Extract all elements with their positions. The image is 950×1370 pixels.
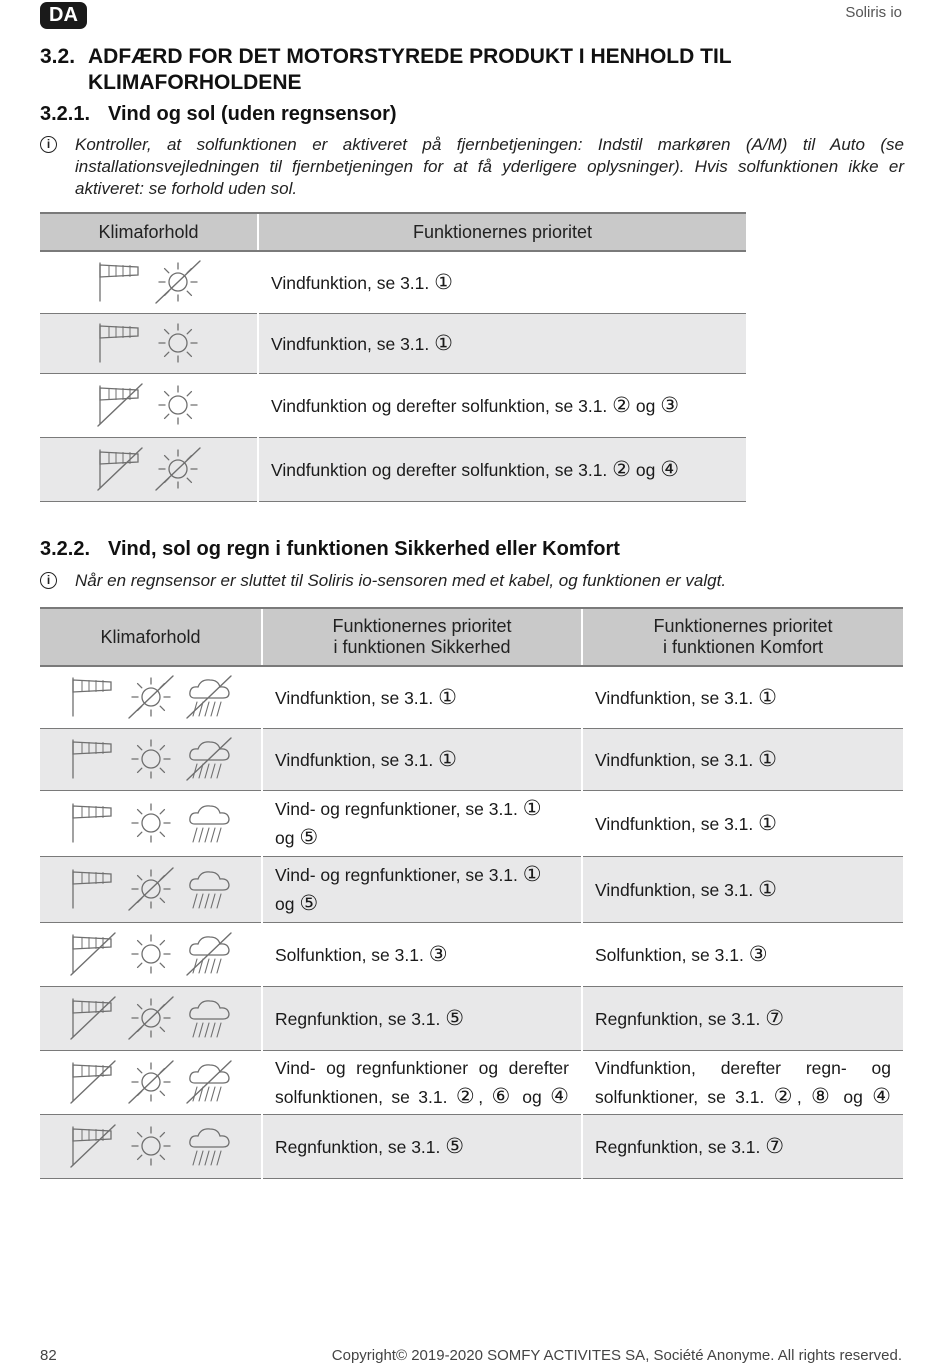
- table2-header-safety-line1: Funktionernes prioritet: [332, 616, 512, 636]
- wind-sock-crossed-icon: [69, 995, 117, 1041]
- table-row: [40, 373, 746, 437]
- sun-crossed-icon: [127, 1059, 175, 1105]
- sun-icon: [127, 736, 175, 782]
- climate-condition-cell: [40, 666, 262, 728]
- climate-icons: [40, 320, 257, 366]
- table1-header-priority: Funktionernes prioritet: [258, 213, 746, 251]
- table-row: [40, 666, 903, 728]
- wind-sock-crossed-icon: [96, 446, 144, 492]
- table-row: [40, 922, 903, 986]
- climate-icons: [40, 995, 261, 1041]
- table2-header-comfort-line2: i funktionen Komfort: [662, 637, 824, 657]
- sun-crossed-icon: [127, 995, 175, 1041]
- comfort-priority-cell: Regnfunktion, se 3.1. ⑦: [582, 986, 903, 1050]
- circled-number: ④: [550, 1083, 569, 1108]
- climate-condition-cell: [40, 437, 258, 501]
- safety-priority-cell: Vindfunktion, se 3.1. ①: [262, 666, 582, 728]
- circled-number: ①: [758, 746, 777, 771]
- comfort-priority-cell: Vindfunktion, derefter regn- og solfunktioner, se 3.1. ②, ⑧ og ④: [582, 1050, 903, 1114]
- sun-icon: [154, 382, 202, 428]
- climate-condition-cell: [40, 790, 262, 856]
- table-row: [40, 1050, 903, 1114]
- comfort-priority-cell: Vindfunktion, se 3.1. ①: [582, 856, 903, 922]
- climate-icons: [40, 259, 257, 305]
- comfort-priority-cell: Regnfunktion, se 3.1. ⑦: [582, 1114, 903, 1178]
- sun-crossed-icon: [127, 866, 175, 912]
- climate-icons: [40, 382, 257, 428]
- climate-icons: [40, 446, 257, 492]
- note-1-text: Kontroller, at solfunktionen er aktiveret på fjernbetjeningen: Indstil markøren (A/M) til Auto (se installationsvejledningen til fjernbetjeningen for at få yderligere oplysninger). Hvis solfunktionen ikke er aktiveret: se forhold uden sol.: [75, 135, 904, 198]
- subsection-2-title: Vind, sol og regn i funktionen Sikkerhed eller Komfort: [108, 538, 620, 560]
- circled-number: ③: [660, 392, 680, 417]
- table2-header-safety-line2: i funktionen Sikkerhed: [333, 637, 511, 657]
- climate-icons: [40, 866, 261, 912]
- wind-sock-crossed-icon: [96, 382, 144, 428]
- circled-number: ⑤: [445, 1133, 465, 1158]
- climate-icons: [40, 674, 261, 720]
- climate-condition-cell: [40, 1114, 262, 1178]
- info-icon: i: [40, 136, 57, 153]
- wind-sock-icon: [96, 259, 144, 305]
- safety-priority-cell: Solfunktion, se 3.1. ③: [262, 922, 582, 986]
- copyright: Copyright© 2019-2020 SOMFY ACTIVITES SA, Société Anonyme. All rights reserved.: [331, 1347, 902, 1364]
- safety-priority-cell: Vind- og regnfunktioner, se 3.1. ① og ⑤: [262, 790, 582, 856]
- subsection-1-number: 3.2.1.: [40, 103, 91, 125]
- climate-icons: [40, 1059, 261, 1105]
- climate-icons: [40, 1123, 261, 1169]
- circled-number: ①: [434, 330, 453, 355]
- rain-icon: [185, 1123, 233, 1169]
- note-1: [40, 134, 904, 200]
- rain-crossed-icon: [185, 736, 233, 782]
- wind-sock-crossed-icon: [69, 1123, 117, 1169]
- circled-number: ⑤: [445, 1005, 465, 1030]
- priority-cell: Vindfunktion, se 3.1. ①: [258, 251, 746, 313]
- comfort-priority-cell: Vindfunktion, se 3.1. ①: [582, 790, 903, 856]
- rain-crossed-icon: [185, 674, 233, 720]
- rain-icon: [185, 866, 233, 912]
- climate-condition-cell: [40, 922, 262, 986]
- climate-icons: [40, 931, 261, 977]
- circled-number: ②: [612, 392, 631, 417]
- circled-number: ①: [758, 810, 777, 835]
- priority-table-2: [40, 607, 903, 1179]
- rain-crossed-icon: [185, 1059, 233, 1105]
- safety-priority-cell: Vind- og regnfunktioner, se 3.1. ① og ⑤: [262, 856, 582, 922]
- circled-number: ③: [428, 941, 448, 966]
- note-2-text: Når en regnsensor er sluttet til Soliris io-sensoren med et kabel, og funktionen er valgt.: [75, 571, 727, 590]
- table-row: [40, 1114, 903, 1178]
- circled-number: ⑦: [765, 1133, 785, 1158]
- wind-sock-icon: [69, 800, 117, 846]
- circled-number: ①: [758, 684, 777, 709]
- table2-header-safety: [262, 608, 582, 666]
- table1-header-climate: Klimaforhold: [40, 213, 258, 251]
- info-icon: i: [40, 572, 57, 589]
- sun-icon: [127, 800, 175, 846]
- subsection-1-heading: [40, 103, 397, 126]
- product-name: Soliris io: [845, 4, 902, 21]
- note-2: [40, 570, 904, 592]
- safety-priority-cell: Vindfunktion, se 3.1. ①: [262, 728, 582, 790]
- circled-number: ⑤: [299, 825, 319, 849]
- wind-sock-icon: [69, 674, 117, 720]
- section-title-line1: ADFÆRD FOR DET MOTORSTYREDE PRODUKT I HENHOLD TIL: [88, 45, 732, 68]
- table2-header-comfort: [582, 608, 903, 666]
- subsection-2-heading: [40, 538, 620, 561]
- section-number: 3.2.: [40, 45, 76, 68]
- climate-condition-cell: [40, 373, 258, 437]
- circled-number: ①: [758, 876, 777, 901]
- climate-icons: [40, 800, 261, 846]
- rain-icon: [185, 800, 233, 846]
- sun-crossed-icon: [154, 259, 202, 305]
- circled-number: ②: [773, 1083, 797, 1108]
- table-row: [40, 790, 903, 856]
- climate-icons: [40, 736, 261, 782]
- circled-number: ③: [748, 941, 768, 966]
- sun-crossed-icon: [127, 674, 175, 720]
- subsection-1-title: Vind og sol (uden regnsensor): [108, 103, 397, 125]
- priority-table-1: [40, 212, 746, 502]
- safety-priority-cell: Vind- og regnfunktioner og derefter solfunktionen, se 3.1. ②, ⑥ og ④: [262, 1050, 582, 1114]
- wind-sock-icon: [96, 320, 144, 366]
- sun-icon: [127, 931, 175, 977]
- circled-number: ①: [438, 684, 457, 709]
- circled-number: ②: [455, 1083, 479, 1108]
- circled-number: ②: [612, 456, 631, 481]
- wind-sock-icon: [69, 736, 117, 782]
- climate-condition-cell: [40, 728, 262, 790]
- priority-cell: Vindfunktion og derefter solfunktion, se 3.1. ② og ④: [258, 437, 746, 501]
- table-row: [40, 728, 903, 790]
- sun-crossed-icon: [154, 446, 202, 492]
- subsection-2-number: 3.2.2.: [40, 538, 91, 560]
- table-row: [40, 251, 746, 313]
- rain-icon: [185, 995, 233, 1041]
- sun-icon: [127, 1123, 175, 1169]
- table2-header-comfort-line1: Funktionernes prioritet: [653, 616, 833, 636]
- section-title-line2: KLIMAFORHOLDENE: [88, 71, 302, 94]
- circled-number: ⑧: [810, 1083, 835, 1108]
- circled-number: ①: [434, 269, 453, 294]
- circled-number: ⑥: [491, 1083, 514, 1108]
- circled-number: ⑦: [765, 1005, 785, 1030]
- climate-condition-cell: [40, 251, 258, 313]
- climate-condition-cell: [40, 856, 262, 922]
- climate-condition-cell: [40, 986, 262, 1050]
- safety-priority-cell: Regnfunktion, se 3.1. ⑤: [262, 986, 582, 1050]
- climate-condition-cell: [40, 1050, 262, 1114]
- circled-number: ④: [872, 1083, 891, 1108]
- wind-sock-crossed-icon: [69, 1059, 117, 1105]
- table-row: [40, 856, 903, 922]
- circled-number: ④: [660, 456, 680, 481]
- comfort-priority-cell: Solfunktion, se 3.1. ③: [582, 922, 903, 986]
- comfort-priority-cell: Vindfunktion, se 3.1. ①: [582, 728, 903, 790]
- priority-cell: Vindfunktion, se 3.1. ①: [258, 313, 746, 373]
- climate-condition-cell: [40, 313, 258, 373]
- circled-number: ⑤: [299, 891, 319, 915]
- page-number: 82: [40, 1347, 57, 1364]
- circled-number: ①: [522, 862, 542, 886]
- table-row: [40, 313, 746, 373]
- circled-number: ①: [438, 746, 457, 771]
- sun-icon: [154, 320, 202, 366]
- priority-cell: Vindfunktion og derefter solfunktion, se 3.1. ② og ③: [258, 373, 746, 437]
- circled-number: ①: [522, 796, 542, 820]
- safety-priority-cell: Regnfunktion, se 3.1. ⑤: [262, 1114, 582, 1178]
- table-row: [40, 986, 903, 1050]
- comfort-priority-cell: Vindfunktion, se 3.1. ①: [582, 666, 903, 728]
- language-badge: DA: [40, 2, 87, 29]
- section-heading: [40, 44, 820, 96]
- wind-sock-icon: [69, 866, 117, 912]
- wind-sock-crossed-icon: [69, 931, 117, 977]
- rain-crossed-icon: [185, 931, 233, 977]
- table2-header-climate: Klimaforhold: [40, 608, 262, 666]
- table-row: [40, 437, 746, 501]
